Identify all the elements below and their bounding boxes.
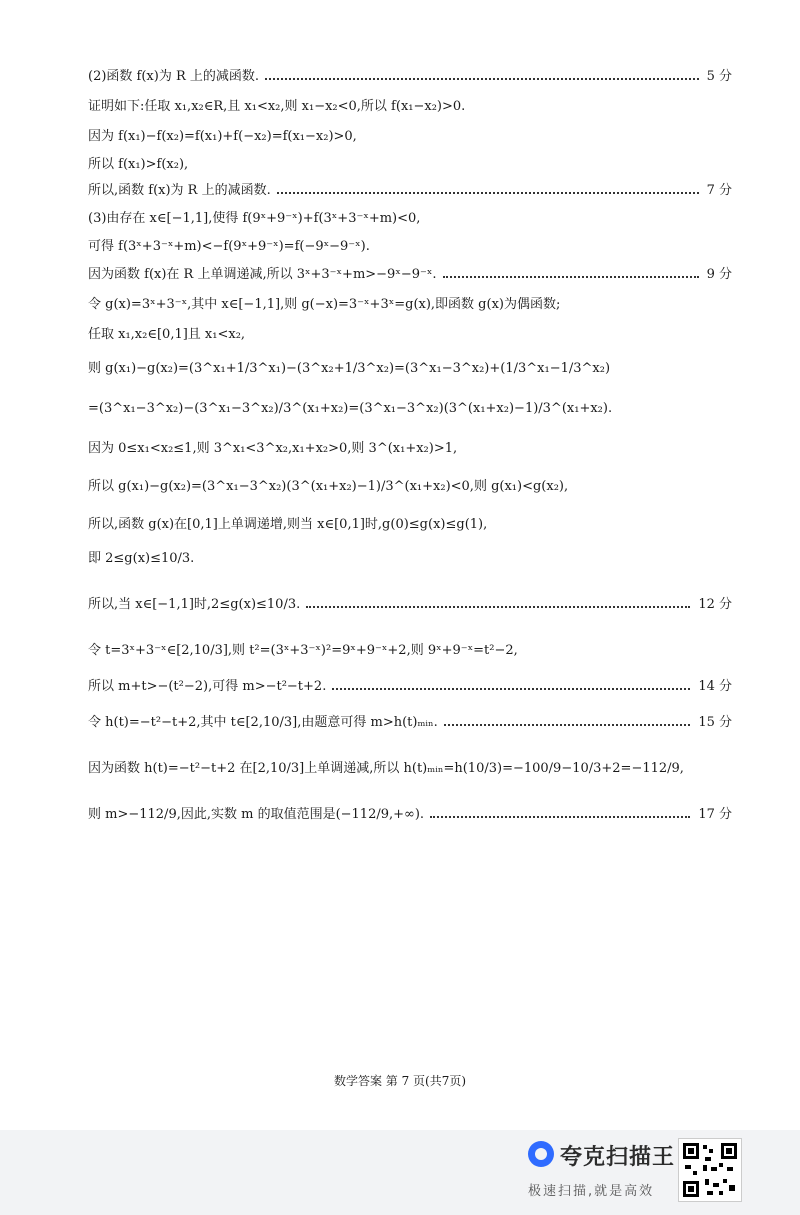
solution-line	[88, 156, 732, 174]
line-text: 可得 f(3ˣ+3⁻ˣ+m)<−f(9ˣ+9⁻ˣ)=f(−9ˣ−9⁻ˣ).	[88, 239, 370, 254]
qr-code-icon[interactable]	[678, 1138, 742, 1202]
solution-line	[88, 400, 732, 418]
leader-dots	[444, 724, 691, 726]
solution-line	[88, 266, 732, 284]
score-label: 15 分	[698, 715, 732, 730]
score-label: 12 分	[698, 597, 732, 612]
line-text: =(3^x₁−3^x₂)−(3^x₁−3^x₂)/3^(x₁+x₂)=(3^x₁−3^x₂)(3^(x₁+x₂)−1)/3^(x₁+x₂).	[88, 401, 613, 416]
line-text: 所以,当 x∈[−1,1]时,2≤g(x)≤10/3.	[88, 597, 301, 612]
solution-line	[88, 360, 732, 378]
line-text: 所以,函数 g(x)在[0,1]上单调递增,则当 x∈[0,1]时,g(0)≤g(x)≤g(1),	[88, 517, 488, 532]
line-text: 因为 f(x₁)−f(x₂)=f(x₁)+f(−x₂)=f(x₁−x₂)>0,	[88, 129, 357, 144]
solution-line	[88, 478, 732, 496]
quark-logo-icon	[528, 1141, 554, 1167]
solution-line	[88, 68, 732, 86]
leader-dots	[265, 78, 699, 80]
score-label: 5 分	[706, 69, 732, 84]
line-text: 因为函数 h(t)=−t²−t+2 在[2,10/3]上单调递减,所以 h(t)ₘᵢₙ=h(10/3)=−100/9−10/3+2=−112/9,	[88, 761, 684, 776]
line-text: 则 m>−112/9,因此,实数 m 的取值范围是(−112/9,+∞).	[88, 807, 425, 822]
line-text: 证明如下:任取 x₁,x₂∈R,且 x₁<x₂,则 x₁−x₂<0,所以 f(x₁−x₂)>0.	[88, 99, 466, 114]
line-text: 任取 x₁,x₂∈[0,1]且 x₁<x₂,	[88, 327, 246, 342]
line-text: 所以 g(x₁)−g(x₂)=(3^x₁−3^x₂)(3^(x₁+x₂)−1)/3^(x₁+x₂)<0,则 g(x₁)<g(x₂),	[88, 479, 569, 494]
line-text: 所以 f(x₁)>f(x₂),	[88, 157, 189, 172]
leader-dots	[430, 816, 690, 818]
solution-line	[88, 210, 732, 228]
leader-dots	[306, 606, 690, 608]
line-text: 即 2≤g(x)≤10/3.	[88, 551, 195, 566]
solution-line	[88, 326, 732, 344]
line-text: 所以 m+t>−(t²−2),可得 m>−t²−t+2.	[88, 679, 327, 694]
solution-line	[88, 516, 732, 534]
score-label: 9 分	[706, 267, 732, 282]
leader-dots	[332, 688, 690, 690]
leader-dots	[277, 192, 699, 194]
line-text: 因为 0≤x₁<x₂≤1,则 3^x₁<3^x₂,x₁+x₂>0,则 3^(x₁+x₂)>1,	[88, 441, 458, 456]
solution-line	[88, 440, 732, 458]
solution-line	[88, 642, 732, 660]
line-text: 所以,函数 f(x)为 R 上的减函数.	[88, 183, 271, 198]
line-text: 令 t=3ˣ+3⁻ˣ∈[2,10/3],则 t²=(3ˣ+3⁻ˣ)²=9ˣ+9⁻ˣ+2,则 9ˣ+9⁻ˣ=t²−2,	[88, 643, 518, 658]
leader-dots	[443, 276, 699, 278]
line-text: 令 h(t)=−t²−t+2,其中 t∈[2,10/3],由题意可得 m>h(t)ₘᵢₙ.	[88, 715, 438, 730]
solution-line	[88, 128, 732, 146]
solution-line	[88, 806, 732, 824]
score-label: 17 分	[698, 807, 732, 822]
line-text: (2)函数 f(x)为 R 上的减函数.	[88, 69, 260, 84]
brand-name: 夸克扫描王	[560, 1145, 676, 1170]
line-text: 则 g(x₁)−g(x₂)=(3^x₁+1/3^x₁)−(3^x₂+1/3^x₂)=(3^x₁−3^x₂)+(1/3^x₁−1/3^x₂)	[88, 361, 611, 376]
solution-line	[88, 296, 732, 314]
score-label: 14 分	[698, 679, 732, 694]
line-text: 令 g(x)=3ˣ+3⁻ˣ,其中 x∈[−1,1],则 g(−x)=3⁻ˣ+3ˣ=g(x),即函数 g(x)为偶函数;	[88, 297, 561, 312]
solution-line	[88, 182, 732, 200]
brand-slogan: 极速扫描,就是高效	[528, 1184, 655, 1199]
solution-line	[88, 714, 732, 732]
solution-line	[88, 238, 732, 256]
score-label: 7 分	[706, 183, 732, 198]
solution-line	[88, 596, 732, 614]
solution-line	[88, 760, 732, 778]
solution-line	[88, 678, 732, 696]
line-text: (3)由存在 x∈[−1,1],使得 f(9ˣ+9⁻ˣ)+f(3ˣ+3⁻ˣ+m)<0,	[88, 211, 421, 226]
solution-line	[88, 98, 732, 116]
page-footer: 数学答案 第 7 页(共7页)	[333, 1074, 467, 1088]
line-text: 因为函数 f(x)在 R 上单调递减,所以 3ˣ+3⁻ˣ+m>−9ˣ−9⁻ˣ.	[88, 267, 437, 282]
solution-line	[88, 550, 732, 568]
